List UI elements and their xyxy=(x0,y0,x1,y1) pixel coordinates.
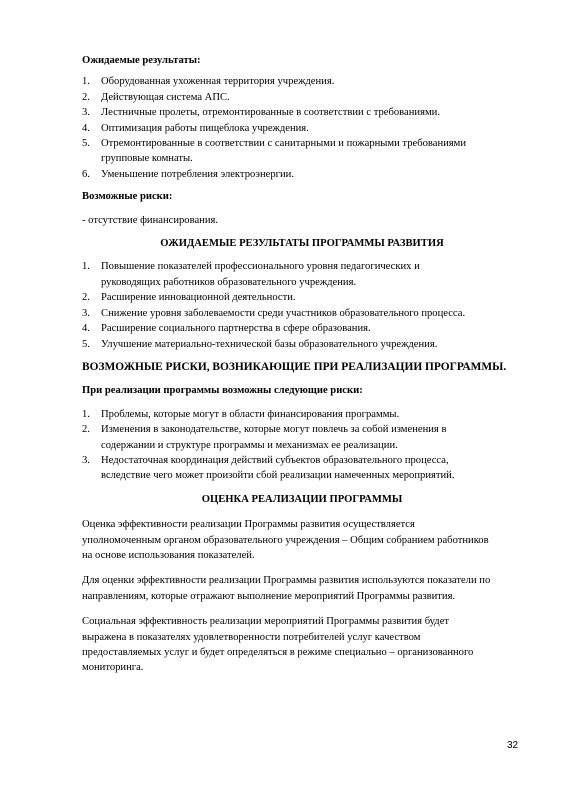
list-item xyxy=(82,290,522,305)
item-text: руководящих работников образовательного учреждения. xyxy=(101,276,357,288)
item-number: 1. xyxy=(82,261,90,273)
program-results-heading: ОЖИДАЕМЫЕ РЕЗУЛЬТАТЫ ПРОГРАММЫ РАЗВИТИЯ xyxy=(160,238,444,250)
item-number: 6. xyxy=(82,168,90,180)
list-item xyxy=(82,306,522,321)
list-item xyxy=(82,321,522,336)
item-text: Уменьшение потребления электроэнергии. xyxy=(101,168,294,180)
list-item xyxy=(82,167,522,182)
list-item xyxy=(82,90,522,105)
paragraph-line: Оценка эффективности реализации Программы развития осуществляется xyxy=(82,519,415,531)
item-text: содержании и структуре программы и механизмах ее реализации. xyxy=(101,439,398,451)
possible-risks-title: Возможные риски: xyxy=(82,191,173,203)
item-number: 3. xyxy=(82,107,90,119)
evaluation-heading: ОЦЕНКА РЕАЛИЗАЦИИ ПРОГРАММЫ xyxy=(201,493,403,505)
paragraph-line: Для оценки эффективности реализации Программы развития используются показатели по xyxy=(82,575,491,587)
evaluation-paragraph xyxy=(82,614,522,676)
list-item xyxy=(82,337,522,352)
list-item xyxy=(82,121,522,136)
paragraph-line: направлениям, которые отражают выполнение мероприятий Программы развития. xyxy=(82,590,456,602)
item-text: Отремонтированные в соответствии с санитарными и пожарными требованиями xyxy=(101,138,467,150)
item-text: Лестничные пролеты, отремонтированные в соответствии с требованиями. xyxy=(101,107,440,119)
item-text: Действующая система АПС. xyxy=(101,91,230,103)
item-text: Улучшение материально-технической базы образовательного учреждения. xyxy=(101,338,438,350)
list-item xyxy=(82,407,522,422)
item-text: Снижение уровня заболеваемости среди участников образовательного процесса. xyxy=(101,307,466,319)
item-number: 1. xyxy=(82,76,90,88)
list-item xyxy=(82,136,522,167)
page-number: 32 xyxy=(507,740,519,751)
item-text: Расширение инновационной деятельности. xyxy=(101,292,296,304)
item-text: вследствие чего может произойти сбой реализации намеченных мероприятий. xyxy=(101,470,455,482)
item-number: 4. xyxy=(82,323,90,335)
item-number: 2. xyxy=(82,91,90,103)
paragraph-line: на основе использования показателей. xyxy=(82,549,255,561)
item-number: 2. xyxy=(82,424,90,436)
paragraph-line: уполномоченным органом образовательного учреждения – Общим собранием работников xyxy=(82,534,489,546)
possible-risks-text: - отсутствие финансирования. xyxy=(82,214,219,226)
item-text: Недостаточная координация действий субъектов образовательного процесса, xyxy=(101,454,449,466)
evaluation-paragraph xyxy=(82,517,522,563)
list-item xyxy=(82,105,522,120)
paragraph-line: выражена в показателях удовлетворенности потребителей услуг качеством xyxy=(82,631,421,643)
program-results-list xyxy=(82,259,522,351)
list-item xyxy=(82,422,522,453)
expected-results-title: Ожидаемые результаты: xyxy=(82,55,201,66)
item-number: 4. xyxy=(82,122,90,134)
list-item xyxy=(82,453,522,484)
item-text: групповые комнаты. xyxy=(101,153,193,165)
paragraph-line: предоставляемых услуг и будет определяться в режиме специально – организованного xyxy=(82,647,474,658)
item-text: Расширение социального партнерства в сфере образования. xyxy=(101,323,371,335)
item-text: Оборудованная ухоженная территория учреждения. xyxy=(101,76,335,88)
paragraph-line: мониторинга. xyxy=(82,662,144,674)
item-text: Оптимизация работы пищеблока учреждения. xyxy=(101,122,309,134)
implementation-risks-heading: ВОЗМОЖНЫЕ РИСКИ, ВОЗНИКАЮЩИЕ ПРИ РЕАЛИЗАЦИИ ПРОГРАММЫ. xyxy=(82,360,507,373)
list-item xyxy=(82,259,522,290)
item-number: 5. xyxy=(82,338,90,350)
item-text: Проблемы, которые могут в области финансирования программы. xyxy=(101,408,400,420)
expected-results-list xyxy=(82,74,522,182)
evaluation-paragraph xyxy=(82,573,522,604)
paragraph-line: Социальная эффективность реализации мероприятий Программы развития будет xyxy=(82,616,450,628)
item-number: 5. xyxy=(82,138,90,150)
implementation-risks-subtitle: При реализации программы возможны следующие риски: xyxy=(82,385,363,397)
item-number: 3. xyxy=(82,307,90,319)
item-text: Изменения в законодательстве, которые могут повлечь за собой изменения в xyxy=(101,424,447,436)
item-text: Повышение показателей профессионального уровня педагогических и xyxy=(101,261,420,273)
item-number: 1. xyxy=(82,408,90,420)
page-content xyxy=(82,53,522,676)
list-item xyxy=(82,74,522,89)
item-number: 3. xyxy=(82,454,90,466)
implementation-risks-list xyxy=(82,407,522,484)
item-number: 2. xyxy=(82,292,90,304)
